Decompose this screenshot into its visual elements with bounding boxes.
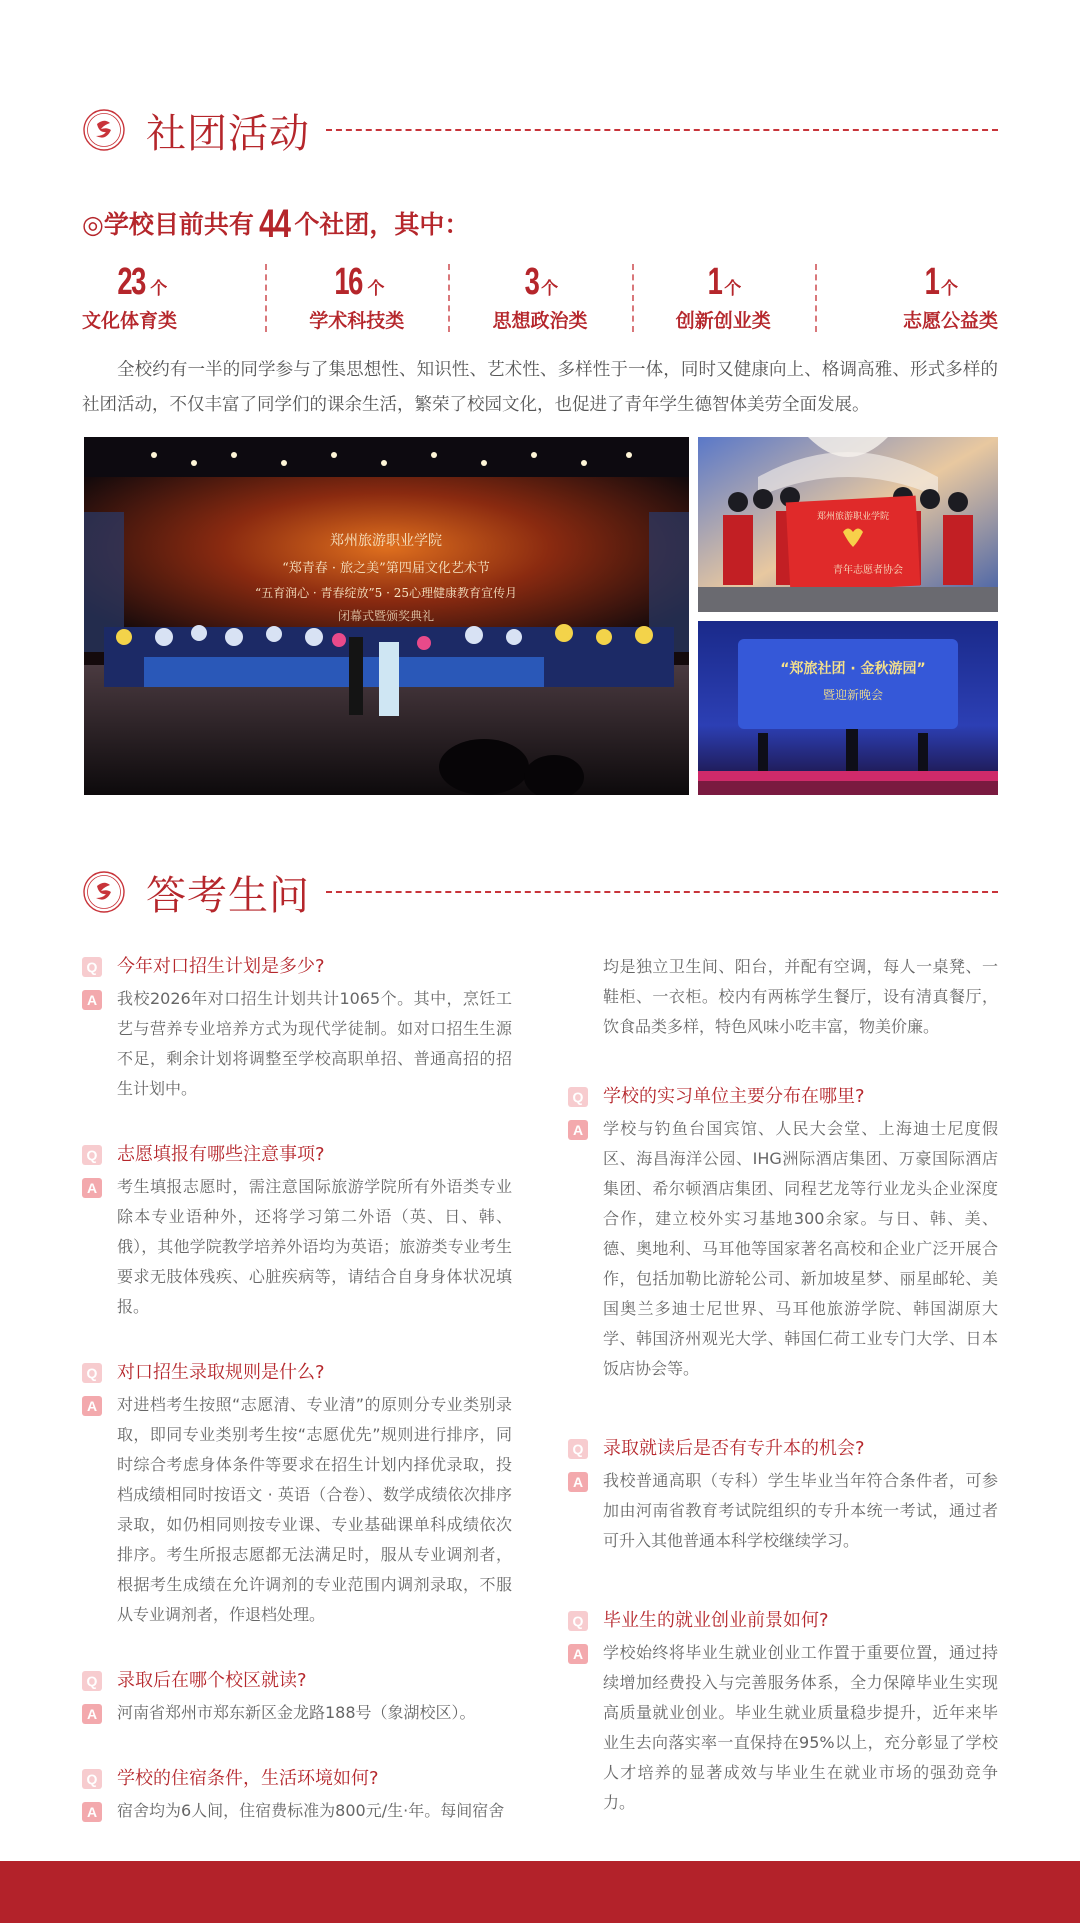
- qa-section-header: [82, 864, 998, 920]
- stage-ceremony-photo: [84, 437, 689, 795]
- stat-academic-tech: [265, 262, 448, 338]
- stat-unit: 个: [150, 279, 168, 299]
- question-badge: Q: [568, 1087, 588, 1107]
- answer-text: 对进档考生按照“志愿清、专业清”的原则分专业类别录取，即同专业类别考生按“志愿优先”规则进行排序，同时综合考虑身体条件等要求在招生计划内择优录取，投档成绩相同时按语文 · 英语（合卷）、数学成绩依次排序录取，如仍相同则按专业课、专业基础课单科成绩依次排序。考生所报志愿都无法满足时，服从专业调剂者，根据考生成绩在允许调剂的专业范围内调剂录取，不服从专业调剂者，作退档处理。: [117, 1395, 512, 1624]
- answer-badge: A: [82, 1178, 102, 1198]
- answer-text: 宿舍均为6人间，住宿费标准为800元/生·年。每间宿舍: [117, 1801, 505, 1820]
- answer-badge: A: [82, 1802, 102, 1822]
- qa-item: [82, 1764, 512, 1826]
- question-text: 志愿填报有哪些注意事项?: [117, 1144, 325, 1165]
- stat-label: 思想政治类: [492, 310, 588, 332]
- qa-item: [82, 952, 512, 1104]
- answer-text: 我校2026年对口招生计划共计1065个。其中，烹饪工艺与营养专业培养方式为现代学徒制。如对口招生生源不足，剩余计划将调整至学校高职单招、普通高招的招生计划中。: [117, 989, 512, 1098]
- stat-unit: 个: [724, 279, 742, 299]
- qa-item: [568, 1434, 998, 1556]
- question-text: 学校的住宿条件，生活环境如何?: [117, 1768, 379, 1789]
- question-text: 学校的实习单位主要分布在哪里?: [603, 1086, 865, 1107]
- section-divider: [326, 891, 998, 893]
- concert-stage-photo: [698, 621, 998, 795]
- answer-badge: A: [82, 1704, 102, 1724]
- answer-badge: A: [82, 990, 102, 1010]
- stat-label: 学术科技类: [309, 310, 405, 332]
- answer-badge: A: [568, 1472, 588, 1492]
- stat-unit: 个: [367, 279, 385, 299]
- qa-item: [568, 1082, 998, 1384]
- question-badge: Q: [82, 1769, 102, 1789]
- stage-banner-line1: 郑州旅游职业学院: [330, 533, 442, 549]
- stat-number: 23: [117, 261, 145, 303]
- volunteer-banner-school: 郑州旅游职业学院: [816, 512, 890, 522]
- stat-number: 16: [334, 261, 363, 303]
- stat-label: 创新创业类: [675, 310, 771, 332]
- qa-item: [82, 1666, 512, 1728]
- school-emblem-icon: [82, 108, 126, 152]
- answer-badge: A: [82, 1396, 102, 1416]
- answer-text: 均是独立卫生间、阳台，并配有空调，每人一桌凳、一鞋柜、一衣柜。校内有两栋学生餐厅，设有清真餐厅，饮食品类多样，特色风味小吃丰富，物美价廉。: [603, 957, 998, 1036]
- qa-left-column: [82, 952, 512, 1826]
- intro-prefix: ◎学校目前共有: [82, 210, 254, 239]
- question-text: 今年对口招生计划是多少?: [117, 956, 325, 977]
- qa-section-title: 答考生问: [146, 872, 310, 919]
- clubs-section-header: [82, 102, 998, 158]
- answer-continuation: [568, 952, 998, 1042]
- question-badge: Q: [82, 1671, 102, 1691]
- stage-banner-line3: “五育润心 · 青春绽放”5 · 25心理健康教育宣传月: [254, 586, 518, 600]
- volunteer-group-photo: [698, 437, 998, 612]
- stat-volunteer: [815, 262, 998, 338]
- stat-label: 志愿公益类: [903, 310, 999, 332]
- question-text: 录取就读后是否有专升本的机会?: [603, 1438, 865, 1459]
- answer-text: 我校普通高职（专科）学生毕业当年符合条件者，可参加由河南省教育考试院组织的专升本统一考试，通过者可升入其他普通本科学校继续学习。: [603, 1471, 998, 1550]
- stat-number: 3: [524, 261, 539, 303]
- question-text: 毕业生的就业创业前景如何?: [603, 1610, 829, 1631]
- question-badge: Q: [568, 1611, 588, 1631]
- clubs-section-title: 社团活动: [146, 110, 310, 157]
- footer-bar: [0, 1861, 1080, 1923]
- stat-ideology-politics: [448, 262, 631, 338]
- question-badge: Q: [82, 957, 102, 977]
- qa-item: [568, 1606, 998, 1818]
- stat-culture-sports: [82, 262, 265, 338]
- answer-text: 河南省郑州市郑东新区金龙路188号（象湖校区）。: [117, 1703, 476, 1722]
- qa-item: [82, 1358, 512, 1630]
- answer-badge: A: [568, 1644, 588, 1664]
- intro-count: 44: [258, 202, 290, 246]
- clubs-description: 全校约有一半的同学参与了集思想性、知识性、艺术性、多样性于一体，同时又健康向上、格调高雅、形式多样的社团活动，不仅丰富了同学们的课余生活，繁荣了校园文化，也促进了青年学生德智体美劳全面发展。: [82, 360, 998, 415]
- stat-unit: 个: [941, 279, 959, 299]
- question-text: 录取后在哪个校区就读?: [117, 1670, 307, 1691]
- stat-unit: 个: [541, 279, 559, 299]
- stat-label: 文化体育类: [82, 310, 178, 332]
- answer-text: 学校与钓鱼台国宾馆、人民大会堂、上海迪士尼度假区、海昌海洋公园、IHG洲际酒店集团、万豪国际酒店集团、希尔顿酒店集团、同程艺龙等行业龙头企业深度合作，建立校外实习基地300余家。与日、韩、美、德、奥地利、马耳他等国家著名高校和企业广泛开展合作，包括加勒比游轮公司、新加坡星梦、丽星邮轮、美国奥兰多迪士尼世界、马耳他旅游学院、韩国湖原大学、韩国济州观光大学、韩国仁荷工业专门大学、日本饭店协会等。: [603, 1119, 998, 1378]
- stage-banner-line4: 闭幕式暨颁奖典礼: [337, 609, 435, 623]
- concert-banner-line2: 暨迎新晚会: [822, 688, 884, 702]
- stat-number: 1: [707, 261, 722, 303]
- question-badge: Q: [568, 1439, 588, 1459]
- answer-badge: A: [568, 1120, 588, 1140]
- section-divider: [326, 129, 998, 131]
- qa-item: [82, 1140, 512, 1322]
- stat-number: 1: [924, 261, 939, 303]
- school-emblem-icon: [82, 870, 126, 914]
- qa-right-column: [568, 952, 998, 1818]
- intro-suffix: 个社团，其中：: [294, 210, 470, 239]
- question-badge: Q: [82, 1363, 102, 1383]
- clubs-intro: [82, 202, 469, 247]
- concert-banner-line1: “郑旅社团 · 金秋游园”: [780, 661, 926, 677]
- answer-text: 考生填报志愿时，需注意国际旅游学院所有外语类专业除本专业语种外，还将学习第二外语（英、日、韩、俄），其他学院教学培养外语均为英语；旅游类专业考生要求无肢体残疾、心脏疾病等，请结合自身身体状况填报。: [117, 1177, 512, 1316]
- club-stats: [82, 262, 998, 338]
- stat-innovation: [632, 262, 815, 338]
- volunteer-banner-name: 青年志愿者协会: [833, 565, 903, 576]
- answer-text: 学校始终将毕业生就业创业工作置于重要位置，通过持续增加经费投入与完善服务体系，全力保障毕业生实现高质量就业创业。毕业生就业质量稳步提升，近年来毕业生去向落实率一直保持在95%以上，充分彰显了学校人才培养的显著成效与毕业生在就业市场的强劲竞争力。: [603, 1643, 998, 1812]
- question-text: 对口招生录取规则是什么?: [117, 1362, 325, 1383]
- stage-banner-line2: “郑青春 · 旅之美”第四届文化艺术节: [282, 561, 490, 576]
- question-badge: Q: [82, 1145, 102, 1165]
